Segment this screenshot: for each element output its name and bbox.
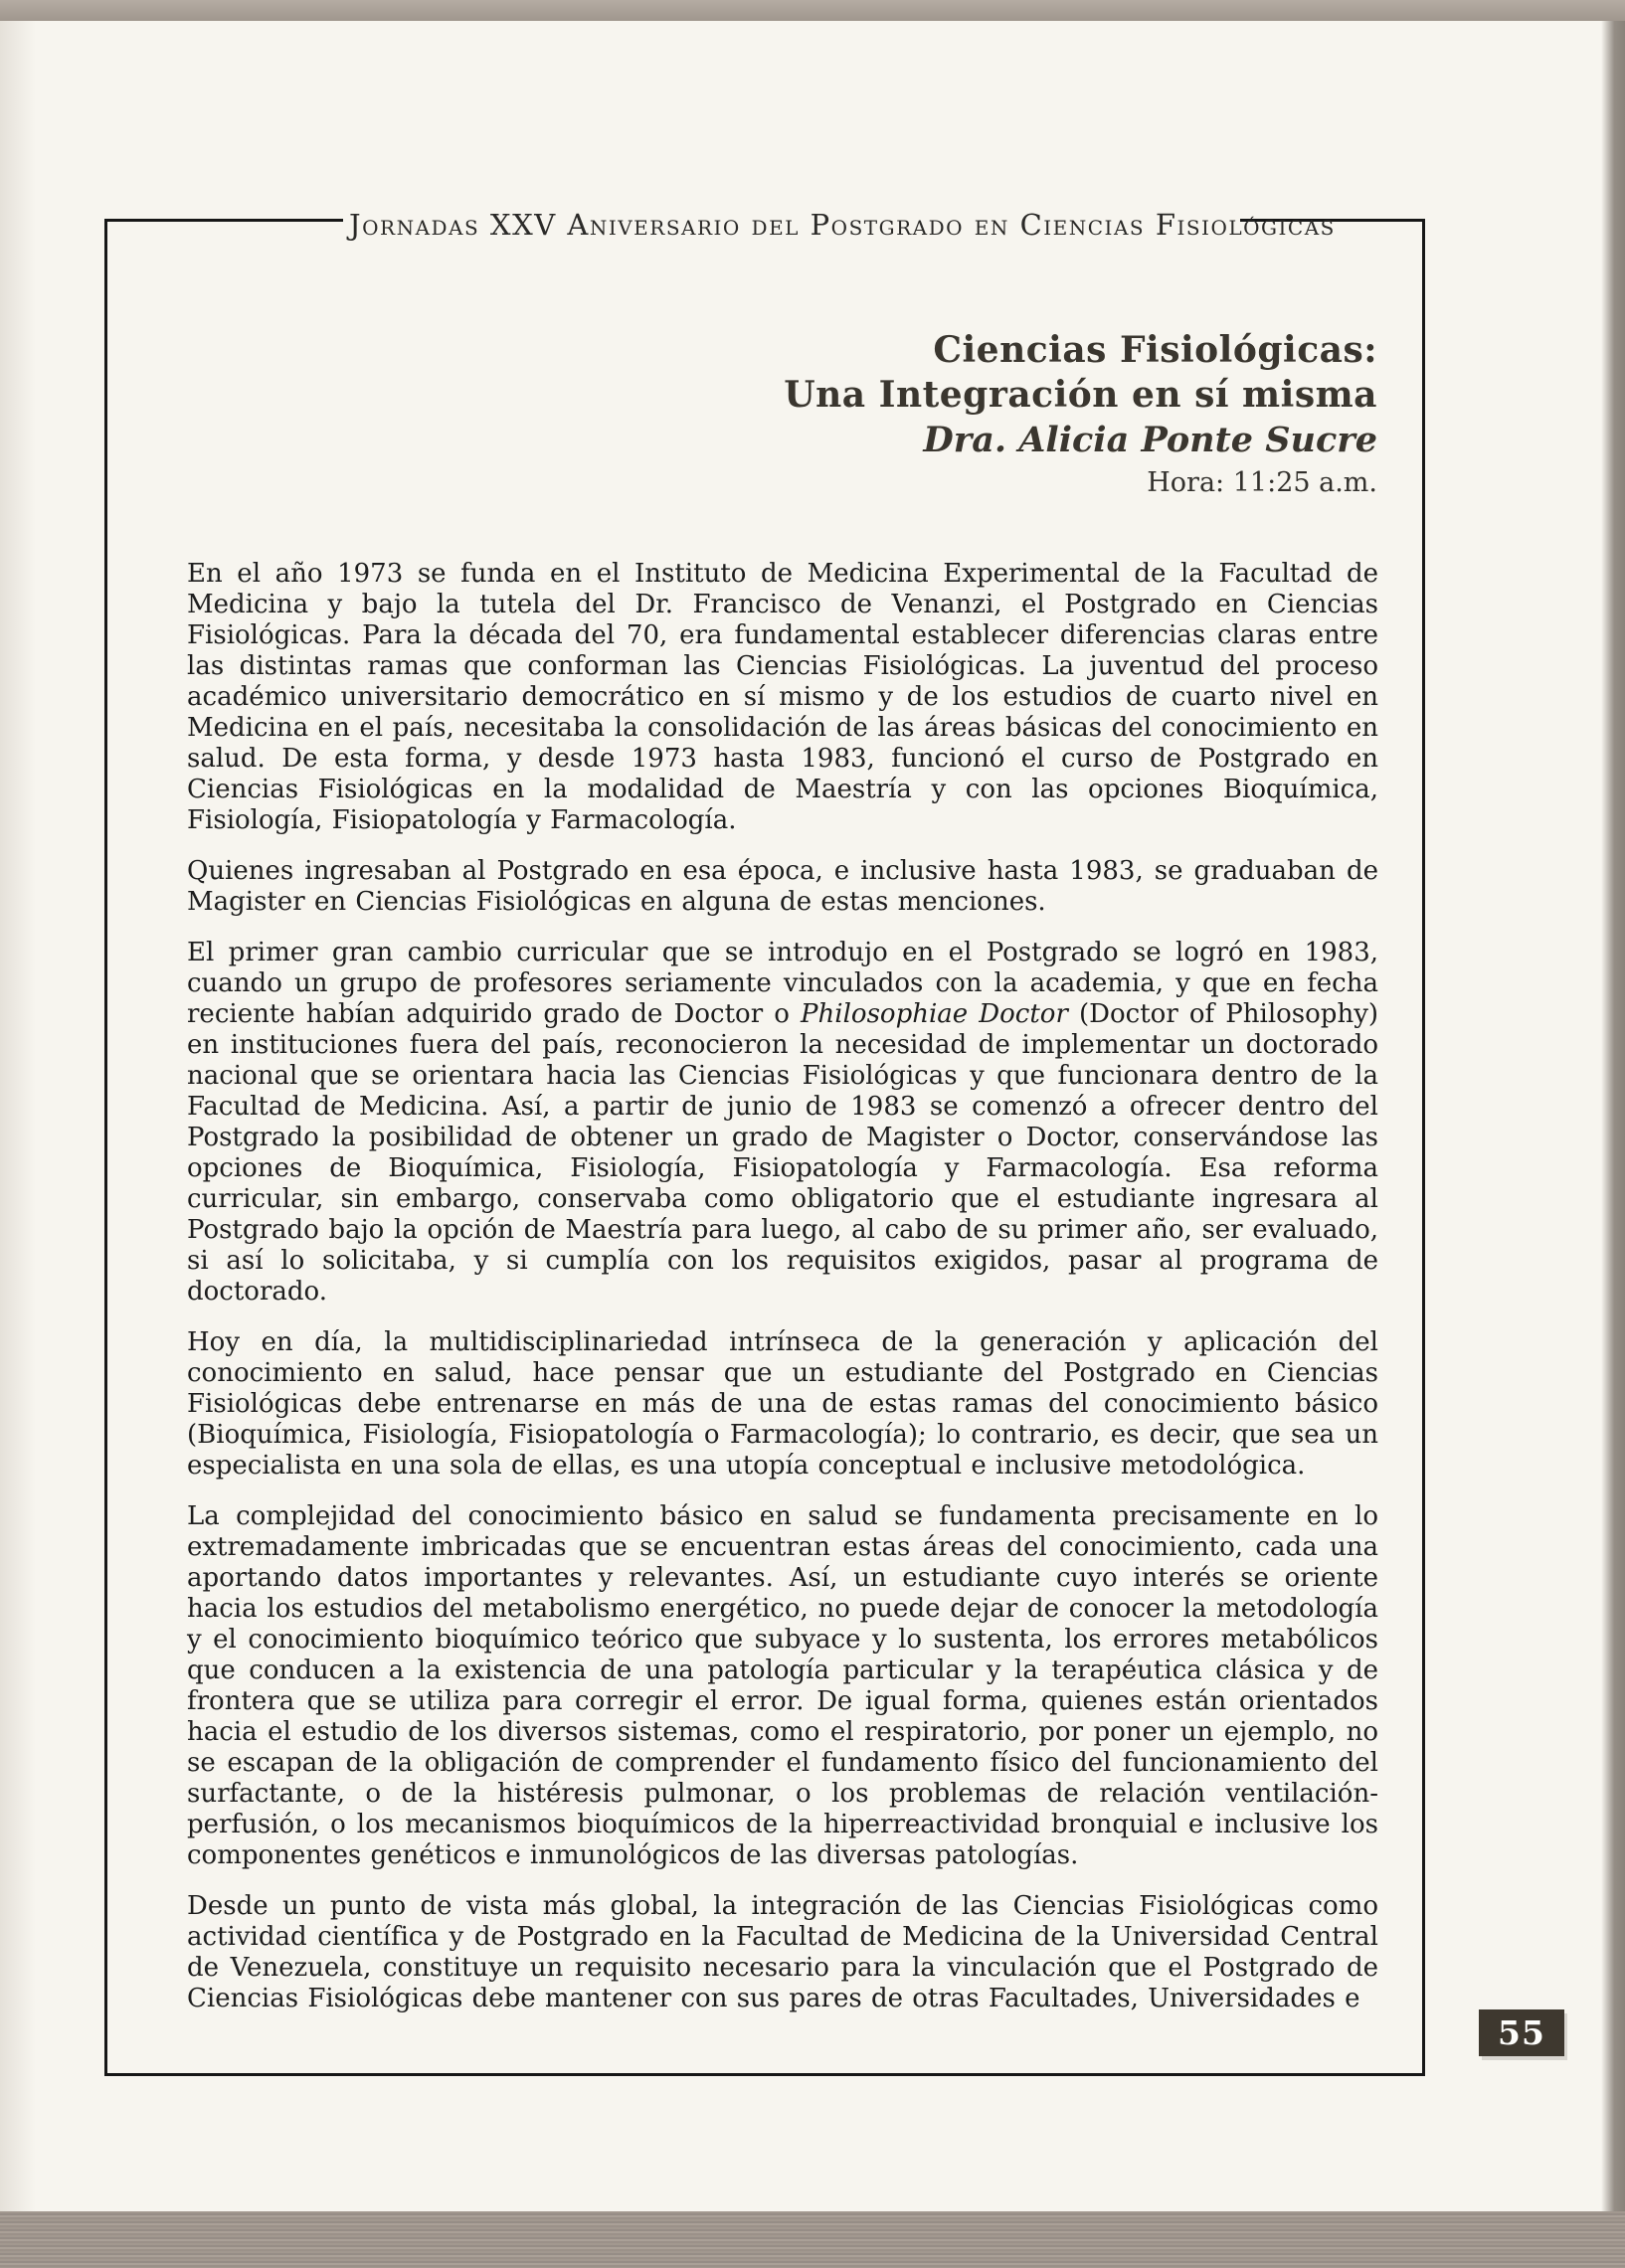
text-run: La complejidad del conocimiento básico en salud se fundamenta precisamente en lo extremadamente imbricadas que se encuentran estas áreas del conocimiento, cada una aportando datos importantes y relevantes. Así, un estudiante cuyo interés se oriente hacia los estudios del metabolismo energético, no puede dejar de conocer la metodología y el conocimiento bioquímico teórico que subyace y lo sustenta, los errores metabólicos que conducen a la existencia de una patología particular y la terapéutica clásica y de frontera que se utiliza para corregir el error. De igual forma, quienes están orientados hacia el estudio de los diversos sistemas, como el respiratorio, por poner un ejemplo, no se escapan de la obligación de comprender el fundamento físico del funcionamiento del surfactante, o de la histéresis pulmonar, o los problemas de relación ventilación-perfusión, o los mecanismos bioquímicos de la hiperreactividad bronquial e inclusive los componentes genéticos e inmunológicos de las diversas patologías. [187, 1501, 1378, 1870]
text-run: Hoy en día, la multidisciplinariedad intrínseca de la generación y aplicación del conocimiento en salud, hace pensar que un estudiante del Postgrado en Ciencias Fisiológicas debe entrenarse en más de una de estas ramas del conocimiento básico (Bioquímica, Fisiología, Fisiopatología o Farmacología); lo contrario, es decir, que sea un especialista en una sola de ellas, es una utopía conceptual e inclusive metodológica. [187, 1327, 1378, 1481]
text-run: (Doctor of Philosophy) en instituciones fuera del país, reconocieron la necesidad de implementar un doctorado nacional que se orientara hacia las Ciencias Fisiológicas y que funcionara dentro de la Facultad de Medicina. Así, a partir de junio de 1983 se comenzó a ofrecer dentro del Postgrado la posibilidad de obtener un grado de Magister o Doctor, conservándose las opciones de Bioquímica, Fisiología, Fisiopatología y Farmacología. Esa reforma curricular, sin embargo, conservaba como obligatorio que el estudiante ingresara al Postgrado bajo la opción de Maestría para luego, al cabo de su primer año, ser evaluado, si así lo solicitaba, y si cumplía con los requisitos exigidos, pasar al programa de doctorado. [187, 999, 1379, 1307]
scan-bottom-band [0, 2211, 1625, 2268]
text-run: Quienes ingresaban al Postgrado en esa época, e inclusive hasta 1983, se graduaban de Magister en Ciencias Fisiológicas en alguna de estas menciones. [187, 856, 1378, 917]
article-title-line2: Una Integración en sí misma [784, 374, 1377, 416]
title-block [784, 328, 1377, 504]
page-number: 55 [1498, 2013, 1545, 2052]
scan-left-shade [0, 21, 36, 2211]
paragraph [187, 1327, 1378, 1482]
running-head: Jornadas XXV Aniversario del Postgrado en Ciencias Fisiológicas [343, 205, 1240, 245]
paragraph [187, 938, 1378, 1308]
paragraph [187, 1891, 1378, 2014]
article-body [187, 559, 1378, 2034]
scan-right-strip [1601, 21, 1625, 2211]
article-title-line1: Ciencias Fisiológicas: [933, 329, 1377, 371]
paragraph [187, 1501, 1378, 1871]
text-run: En el año 1973 se funda en el Instituto de Medicina Experimental de la Facultad de Medicina y bajo la tutela del Dr. Francisco de Venanzi, el Postgrado en Ciencias Fisiológicas. Para la década del 70, era fundamental establecer diferencias claras entre las distintas ramas que conforman las Ciencias Fisiológicas. La juventud del proceso académico universitario democrático en sí mismo y de los estudios de cuarto nivel en Medicina en el país, necesitaba la consolidación de las áreas básicas del conocimiento en salud. De esta forma, y desde 1973 hasta 1983, funcionó el curso de Postgrado en Ciencias Fisiológicas en la modalidad de Maestría y con las opciones Bioquímica, Fisiología, Fisiopatología y Farmacología. [187, 559, 1378, 835]
article-author: Dra. Alicia Ponte Sucre [923, 420, 1377, 460]
scan-top-band [0, 0, 1625, 21]
text-run: El primer gran cambio curricular que se introdujo en el Postgrado se logró en 1983, cuando un grupo de profesores seriamente vinculados con la academia, y que en fecha reciente habían adquirido grado de Doctor o [187, 938, 1378, 1029]
paragraph [187, 559, 1378, 836]
session-time: Hora: 11:25 a.m. [1147, 467, 1377, 498]
page-number-badge [1479, 2009, 1564, 2056]
italic-text-run: Philosophiae Doctor [801, 999, 1068, 1029]
text-run: Desde un punto de vista más global, la integración de las Ciencias Fisiológicas como actividad científica y de Postgrado en la Facultad de Medicina de la Universidad Central de Venezuela, constituye un requisito necesario para la vinculación que el Postgrado de Ciencias Fisiológicas debe mantener con sus pares de otras Facultades, Universidades e [187, 1891, 1378, 2013]
paragraph [187, 856, 1378, 918]
